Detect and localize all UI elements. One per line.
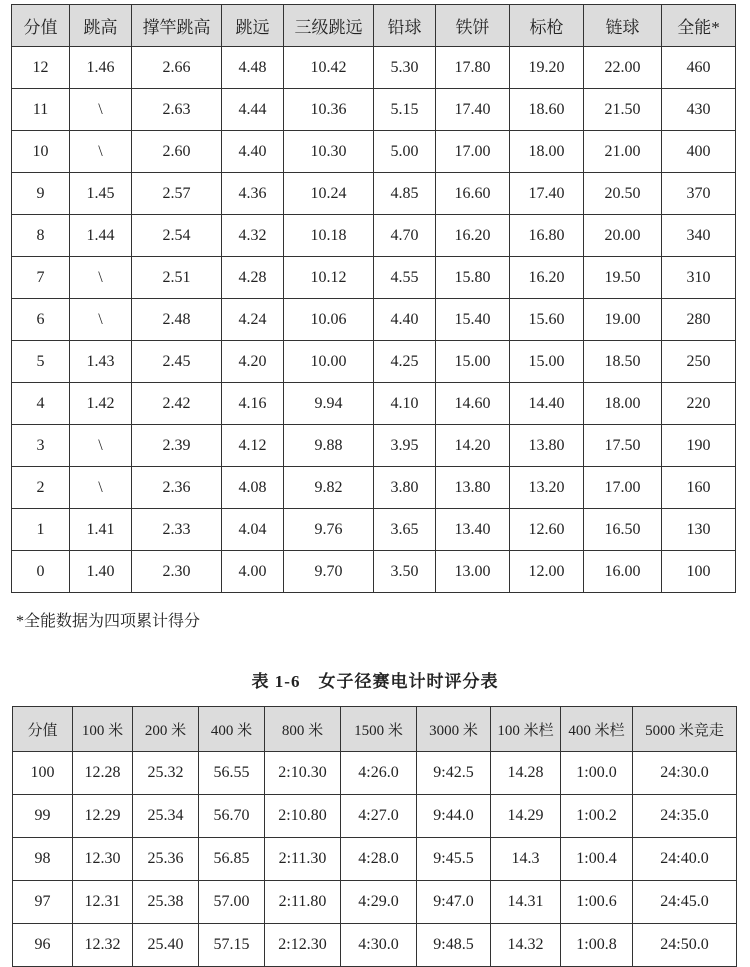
table-cell: 4.48 xyxy=(222,47,284,89)
table-cell: 14.60 xyxy=(436,383,510,425)
column-header: 铅球 xyxy=(374,5,436,47)
table-cell: 16.20 xyxy=(510,257,584,299)
table-cell: 4.85 xyxy=(374,173,436,215)
table-cell: 4:28.0 xyxy=(341,838,417,881)
table-cell: 13.20 xyxy=(510,467,584,509)
table-cell: 1:00.8 xyxy=(561,924,633,967)
column-header: 1500 米 xyxy=(341,707,417,752)
table-cell: 25.34 xyxy=(133,795,199,838)
table-cell: 9:42.5 xyxy=(417,752,491,795)
column-header: 分值 xyxy=(13,707,73,752)
table-header-row xyxy=(12,5,736,47)
table-cell: 2.42 xyxy=(132,383,222,425)
table-cell: 2.45 xyxy=(132,341,222,383)
table-cell: 21.00 xyxy=(584,131,662,173)
table-cell: 1:00.0 xyxy=(561,752,633,795)
column-header: 3000 米 xyxy=(417,707,491,752)
table-cell: 4.70 xyxy=(374,215,436,257)
table-cell: \ xyxy=(70,257,132,299)
table-cell: 9:48.5 xyxy=(417,924,491,967)
table-cell: 25.36 xyxy=(133,838,199,881)
table-cell: 19.00 xyxy=(584,299,662,341)
table-cell: 96 xyxy=(13,924,73,967)
column-header: 标枪 xyxy=(510,5,584,47)
table-cell: \ xyxy=(70,467,132,509)
table-cell: 17.80 xyxy=(436,47,510,89)
table-cell: 9.76 xyxy=(284,509,374,551)
table-cell: 10.24 xyxy=(284,173,374,215)
table-cell: 18.00 xyxy=(510,131,584,173)
table-cell: 24:40.0 xyxy=(633,838,737,881)
column-header: 400 米栏 xyxy=(561,707,633,752)
table-cell: 10.30 xyxy=(284,131,374,173)
table-cell: 56.85 xyxy=(199,838,265,881)
column-header: 5000 米竞走 xyxy=(633,707,737,752)
table-cell: 4.40 xyxy=(374,299,436,341)
column-header: 三级跳远 xyxy=(284,5,374,47)
table-cell: 21.50 xyxy=(584,89,662,131)
table-cell: 98 xyxy=(13,838,73,881)
table-cell: 16.00 xyxy=(584,551,662,593)
table-caption: 表 1-6 女子径赛电计时评分表 xyxy=(251,672,499,691)
table-cell: 99 xyxy=(13,795,73,838)
table-cell: 9:45.5 xyxy=(417,838,491,881)
table-cell: 9:44.0 xyxy=(417,795,491,838)
table-cell: 14.20 xyxy=(436,425,510,467)
table-cell: 4.04 xyxy=(222,509,284,551)
table-cell: 4.32 xyxy=(222,215,284,257)
table-cell: \ xyxy=(70,89,132,131)
table-cell: 4.08 xyxy=(222,467,284,509)
table-cell: 0 xyxy=(12,551,70,593)
table-row xyxy=(12,173,736,215)
table-cell: 17.50 xyxy=(584,425,662,467)
table-row xyxy=(12,383,736,425)
table-cell: 2.60 xyxy=(132,131,222,173)
table-row xyxy=(13,795,737,838)
table-cell: 12.60 xyxy=(510,509,584,551)
column-header: 跳远 xyxy=(222,5,284,47)
column-header: 200 米 xyxy=(133,707,199,752)
table-cell: 20.50 xyxy=(584,173,662,215)
table-cell: 13.80 xyxy=(436,467,510,509)
table-cell: 12.28 xyxy=(73,752,133,795)
table-cell: 2.54 xyxy=(132,215,222,257)
table-cell: 4.36 xyxy=(222,173,284,215)
table-cell: \ xyxy=(70,299,132,341)
table-cell: 3 xyxy=(12,425,70,467)
table-header-row xyxy=(13,707,737,752)
table-cell: 1.42 xyxy=(70,383,132,425)
table-cell: 2 xyxy=(12,467,70,509)
table-row xyxy=(12,509,736,551)
table-cell: 5.15 xyxy=(374,89,436,131)
column-header: 全能* xyxy=(662,5,736,47)
table-row xyxy=(12,257,736,299)
table-cell: 12.31 xyxy=(73,881,133,924)
table-cell: 4.24 xyxy=(222,299,284,341)
table-cell: 56.70 xyxy=(199,795,265,838)
table-cell: 17.00 xyxy=(584,467,662,509)
table-cell: 1:00.4 xyxy=(561,838,633,881)
table-cell: 9 xyxy=(12,173,70,215)
table-cell: 15.00 xyxy=(510,341,584,383)
table-cell: \ xyxy=(70,425,132,467)
table-cell: 24:30.0 xyxy=(633,752,737,795)
table-cell: 2.66 xyxy=(132,47,222,89)
table-cell: 22.00 xyxy=(584,47,662,89)
table-cell: 24:35.0 xyxy=(633,795,737,838)
table-cell: 13.40 xyxy=(436,509,510,551)
table-cell: 17.40 xyxy=(510,173,584,215)
table-cell: 2.63 xyxy=(132,89,222,131)
table-cell: 24:45.0 xyxy=(633,881,737,924)
table-cell: 160 xyxy=(662,467,736,509)
table-cell: 10.42 xyxy=(284,47,374,89)
table-cell: 57.15 xyxy=(199,924,265,967)
table-row xyxy=(12,89,736,131)
table-cell: 13.00 xyxy=(436,551,510,593)
table-cell: 14.40 xyxy=(510,383,584,425)
table-row xyxy=(12,47,736,89)
table-row xyxy=(12,131,736,173)
table-cell: 9.82 xyxy=(284,467,374,509)
table-cell: 2.57 xyxy=(132,173,222,215)
table-cell: 10 xyxy=(12,131,70,173)
table-cell: 3.80 xyxy=(374,467,436,509)
table-cell: 190 xyxy=(662,425,736,467)
table-cell: 15.00 xyxy=(436,341,510,383)
table-cell: 4.12 xyxy=(222,425,284,467)
table-cell: 57.00 xyxy=(199,881,265,924)
column-header: 铁饼 xyxy=(436,5,510,47)
column-header: 撑竿跳高 xyxy=(132,5,222,47)
table-cell: 280 xyxy=(662,299,736,341)
table-cell: 1 xyxy=(12,509,70,551)
table-cell: 2:11.80 xyxy=(265,881,341,924)
table-cell: 1.44 xyxy=(70,215,132,257)
table-row xyxy=(12,341,736,383)
table-cell: 18.00 xyxy=(584,383,662,425)
table-cell: 16.80 xyxy=(510,215,584,257)
table-cell: \ xyxy=(70,131,132,173)
table-cell: 4:26.0 xyxy=(341,752,417,795)
table-cell: 1.41 xyxy=(70,509,132,551)
table-cell: 4.00 xyxy=(222,551,284,593)
table-cell: 25.40 xyxy=(133,924,199,967)
table-cell: 14.3 xyxy=(491,838,561,881)
table-cell: 1.40 xyxy=(70,551,132,593)
table-cell: 430 xyxy=(662,89,736,131)
table-cell: 2.30 xyxy=(132,551,222,593)
column-header: 链球 xyxy=(584,5,662,47)
table-cell: 14.31 xyxy=(491,881,561,924)
table-cell: 14.32 xyxy=(491,924,561,967)
table-cell: 16.50 xyxy=(584,509,662,551)
table-cell: 11 xyxy=(12,89,70,131)
table-cell: 3.95 xyxy=(374,425,436,467)
table-cell: 56.55 xyxy=(199,752,265,795)
table-row xyxy=(13,838,737,881)
table-cell: 340 xyxy=(662,215,736,257)
table-cell: 4:29.0 xyxy=(341,881,417,924)
table-cell: 1:00.6 xyxy=(561,881,633,924)
track-events-score-table xyxy=(12,706,737,967)
table-cell: 12.32 xyxy=(73,924,133,967)
column-header: 400 米 xyxy=(199,707,265,752)
table-cell: 4 xyxy=(12,383,70,425)
table-cell: 12.30 xyxy=(73,838,133,881)
table-cell: 17.40 xyxy=(436,89,510,131)
table-cell: 4.28 xyxy=(222,257,284,299)
table-cell: 6 xyxy=(12,299,70,341)
table-cell: 130 xyxy=(662,509,736,551)
table-row xyxy=(13,924,737,967)
table-cell: 20.00 xyxy=(584,215,662,257)
table-cell: 25.32 xyxy=(133,752,199,795)
table-cell: 1.45 xyxy=(70,173,132,215)
table-cell: 15.60 xyxy=(510,299,584,341)
table-cell: 2.39 xyxy=(132,425,222,467)
table-cell: 370 xyxy=(662,173,736,215)
table-cell: 18.50 xyxy=(584,341,662,383)
table-cell: 4.16 xyxy=(222,383,284,425)
table-cell: 1:00.2 xyxy=(561,795,633,838)
table-cell: 16.60 xyxy=(436,173,510,215)
table-cell: 2.51 xyxy=(132,257,222,299)
table-cell: 15.40 xyxy=(436,299,510,341)
table-cell: 24:50.0 xyxy=(633,924,737,967)
table-cell: 2.33 xyxy=(132,509,222,551)
table-cell: 19.20 xyxy=(510,47,584,89)
table-cell: 4.55 xyxy=(374,257,436,299)
table-cell: 100 xyxy=(13,752,73,795)
table-cell: 2:11.30 xyxy=(265,838,341,881)
table-row xyxy=(12,215,736,257)
table-cell: 9.88 xyxy=(284,425,374,467)
table-cell: 1.43 xyxy=(70,341,132,383)
table-cell: 25.38 xyxy=(133,881,199,924)
table-cell: 9:47.0 xyxy=(417,881,491,924)
table-row xyxy=(12,299,736,341)
table-cell: 2.36 xyxy=(132,467,222,509)
table-cell: 10.18 xyxy=(284,215,374,257)
table-cell: 17.00 xyxy=(436,131,510,173)
table-cell: 4.10 xyxy=(374,383,436,425)
table-cell: 19.50 xyxy=(584,257,662,299)
table-cell: 220 xyxy=(662,383,736,425)
table-cell: 2.48 xyxy=(132,299,222,341)
table-cell: 100 xyxy=(662,551,736,593)
table-cell: 14.28 xyxy=(491,752,561,795)
table-cell: 10.06 xyxy=(284,299,374,341)
table-cell: 310 xyxy=(662,257,736,299)
table-cell: 4:30.0 xyxy=(341,924,417,967)
table-cell: 7 xyxy=(12,257,70,299)
table-row xyxy=(13,881,737,924)
table-cell: 5.30 xyxy=(374,47,436,89)
table-cell: 10.36 xyxy=(284,89,374,131)
column-header: 跳高 xyxy=(70,5,132,47)
table-cell: 14.29 xyxy=(491,795,561,838)
table-cell: 3.65 xyxy=(374,509,436,551)
column-header: 分值 xyxy=(12,5,70,47)
table-cell: 8 xyxy=(12,215,70,257)
table-cell: 2:10.80 xyxy=(265,795,341,838)
table-cell: 1.46 xyxy=(70,47,132,89)
table-cell: 460 xyxy=(662,47,736,89)
table-cell: 10.12 xyxy=(284,257,374,299)
column-header: 100 米 xyxy=(73,707,133,752)
table-cell: 2:10.30 xyxy=(265,752,341,795)
table-cell: 4.40 xyxy=(222,131,284,173)
table-row xyxy=(13,752,737,795)
table-cell: 5.00 xyxy=(374,131,436,173)
table-cell: 12.29 xyxy=(73,795,133,838)
table-cell: 18.60 xyxy=(510,89,584,131)
table-cell: 4.20 xyxy=(222,341,284,383)
table-cell: 9.94 xyxy=(284,383,374,425)
table-cell: 5 xyxy=(12,341,70,383)
table-row xyxy=(12,551,736,593)
table-cell: 13.80 xyxy=(510,425,584,467)
table-cell: 400 xyxy=(662,131,736,173)
table-cell: 4.25 xyxy=(374,341,436,383)
table-cell: 15.80 xyxy=(436,257,510,299)
table-cell: 12.00 xyxy=(510,551,584,593)
table-cell: 3.50 xyxy=(374,551,436,593)
table-cell: 4:27.0 xyxy=(341,795,417,838)
column-header: 100 米栏 xyxy=(491,707,561,752)
column-header: 800 米 xyxy=(265,707,341,752)
table-cell: 9.70 xyxy=(284,551,374,593)
table-row xyxy=(12,425,736,467)
table-cell: 2:12.30 xyxy=(265,924,341,967)
table-footnote: *全能数据为四项累计得分 xyxy=(16,613,201,630)
table-row xyxy=(12,467,736,509)
table-cell: 10.00 xyxy=(284,341,374,383)
table-cell: 16.20 xyxy=(436,215,510,257)
table-cell: 12 xyxy=(12,47,70,89)
table-cell: 97 xyxy=(13,881,73,924)
table-cell: 4.44 xyxy=(222,89,284,131)
table-cell: 250 xyxy=(662,341,736,383)
field-events-score-table xyxy=(11,4,736,593)
